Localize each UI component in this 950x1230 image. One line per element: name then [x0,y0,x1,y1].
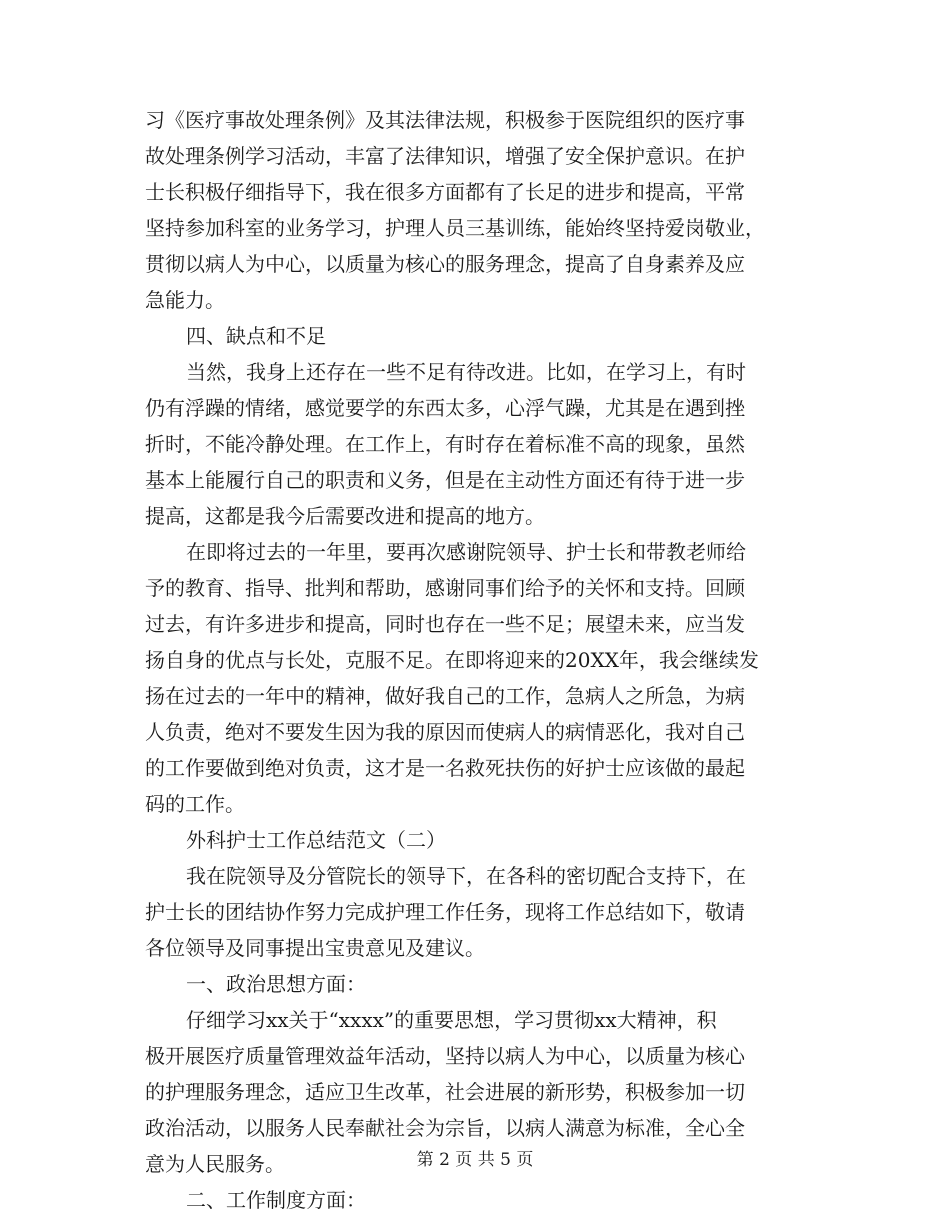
text-line: 外科护士工作总结范文（二） [186,828,446,852]
text-line: 在即将过去的一年里，要再次感谢院领导、护士长和带教老师给 [186,540,746,564]
text-line: 急能力。 [145,288,225,312]
text-line: 的工作要做到绝对负责，这才是一名救死扶伤的好护士应该做的最起 [145,756,745,780]
text-line: 贯彻以病人为中心，以质量为核心的服务理念，提高了自身素养及应 [145,252,745,276]
text-line: 各位领导及同事提出宝贵意见及建议。 [145,936,485,960]
text-line: 人负责，绝对不要发生因为我的原因而使病人的病情恶化，我对自己 [145,720,745,744]
text-line: 二、工作制度方面： [186,1188,366,1212]
text-line: 士长积极仔细指导下，我在很多方面都有了长足的进步和提高，平常 [145,180,745,204]
text-line: 扬在过去的一年中的精神，做好我自己的工作，急病人之所急，为病 [145,684,745,708]
text-line: 意为人民服务。 [145,1152,285,1176]
page-footer: 第 2 页 共 5 页 [416,1150,534,1170]
text-line: 习《医疗事故处理条例》及其法律法规，积极参于医院组织的医疗事 [145,108,745,132]
text-line: 扬自身的优点与长处，克服不足。在即将迎来的20XX年，我会继续发 [145,648,759,672]
text-line: 一、政治思想方面： [186,972,366,996]
text-line: 的护理服务理念，适应卫生改革，社会进展的新形势，积极参加一切 [145,1080,745,1104]
text-line: 予的教育、指导、批判和帮助，感谢同事们给予的关怀和支持。回顾 [145,576,745,600]
text-line: 四、缺点和不足 [186,324,326,348]
text-line: 极开展医疗质量管理效益年活动，坚持以病人为中心，以质量为核心 [145,1044,745,1068]
text-line: 坚持参加科室的业务学习，护理人员三基训练，能始终坚持爱岗敬业， [145,216,765,240]
text-line: 仍有浮躁的情绪，感觉要学的东西太多，心浮气躁，尤其是在遇到挫 [145,396,745,420]
text-line: 我在院领导及分管院长的领导下，在各科的密切配合支持下，在 [186,864,746,888]
text-line: 折时，不能冷静处理。在工作上，有时存在着标准不高的现象，虽然 [145,432,745,456]
text-line: 当然，我身上还存在一些不足有待改进。比如，在学习上，有时 [186,360,746,384]
text-line: 护士长的团结协作努力完成护理工作任务，现将工作总结如下，敬请 [145,900,745,924]
text-line: 基本上能履行自己的职责和义务，但是在主动性方面还有待于进一步 [145,468,745,492]
text-line: 政治活动，以服务人民奉献社会为宗旨，以病人满意为标准，全心全 [145,1116,745,1140]
text-line: 提高，这都是我今后需要改进和提高的地方。 [145,504,545,528]
document-body [145,102,805,1218]
text-line: 码的工作。 [145,792,245,816]
text-line: 故处理条例学习活动，丰富了法律知识，增强了安全保护意识。在护 [145,144,745,168]
text-line: 过去，有许多进步和提高，同时也存在一些不足；展望未来，应当发 [145,612,745,636]
text-line: 仔细学习xx关于“xxxx”的重要思想，学习贯彻xx大精神，积 [186,1008,717,1032]
